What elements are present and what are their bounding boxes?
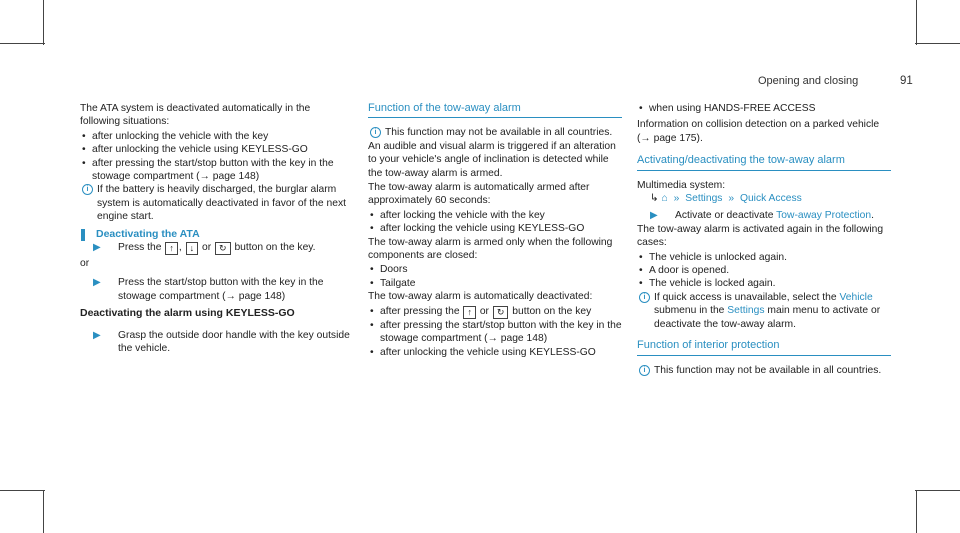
step-arrow-icon: ▶ — [650, 210, 658, 222]
instruction-step: ▶ Activate or deactivate Tow-away Protection. — [650, 210, 875, 222]
step-arrow-icon: ▶ — [93, 329, 101, 341]
note: i This function may not be available in all countries. — [368, 126, 622, 139]
list-item: • The vehicle is locked again. — [637, 277, 891, 290]
column-left — [80, 102, 352, 356]
crop-mark — [916, 490, 917, 533]
list-item: • after locking the vehicle using KEYLESS-GO — [368, 222, 622, 235]
crop-mark — [0, 43, 45, 44]
section-title-tow-away: Function of the tow-away alarm — [368, 102, 622, 118]
info-icon: i — [639, 292, 650, 303]
instruction-step: ▶ Grasp the outside door handle with the key outside the vehicle. — [93, 329, 350, 355]
menu-vehicle: Vehicle — [839, 291, 873, 303]
list-item: • after unlocking the vehicle with the key — [80, 130, 352, 143]
crop-mark — [916, 0, 917, 45]
list-item: • after pressing the start/stop button with the key in the stowage compartment (→ page 148) — [80, 157, 352, 184]
lock-key-icon: ↑ — [165, 242, 178, 255]
info-icon: i — [82, 184, 93, 195]
column-middle — [368, 102, 622, 359]
note: i If quick access is unavailable, select the Vehicle submenu in the Settings main menu to activate or deactivate the tow-away alarm. — [637, 291, 891, 331]
subheading-deactivating-ata: Deactivating the ATA — [80, 228, 352, 241]
running-header-title: Opening and closing — [758, 75, 859, 87]
lock-key-icon: ↑ — [463, 306, 476, 319]
list-item: • The vehicle is unlocked again. — [637, 251, 891, 264]
page-number: 91 — [900, 75, 913, 87]
paragraph: The tow-away alarm is activated again in the following cases: — [637, 223, 884, 249]
list-item: • Doors — [368, 263, 622, 276]
list-item: • A door is opened. — [637, 264, 891, 277]
list-item: • after pressing the start/stop button with the key in the stowage compartment (→ page 148) — [368, 319, 622, 346]
note-text: If the battery is heavily discharged, the burglar alarm system is automatically deactivated in favor of the next engine start. — [97, 184, 346, 223]
menu-quick-access: Quick Access — [739, 193, 802, 205]
or-text: or — [80, 258, 90, 270]
note: i This function may not be available in all countries. — [637, 364, 891, 377]
crop-mark — [0, 490, 45, 491]
step-arrow-icon: ▶ — [93, 242, 101, 254]
instruction-step: ▶ Press the ↑ , ↓ or ↻ button on the key. — [93, 242, 316, 254]
paragraph: The tow-away alarm is automatically deactivated: — [368, 291, 593, 303]
chevron-right-icon: » — [673, 193, 680, 205]
paragraph: The tow-away alarm is armed only when the following components are closed: — [368, 236, 613, 262]
subheading-keyless-go: Deactivating the alarm using KEYLESS-GO — [80, 307, 295, 320]
paragraph: The tow-away alarm is automatically armed after approximately 60 seconds: — [368, 182, 590, 207]
crop-mark — [915, 43, 960, 44]
multimedia-label: Multimedia system: — [637, 179, 726, 191]
list-item: • after unlocking the vehicle using KEYLESS-GO — [80, 143, 352, 156]
info-icon: i — [370, 127, 381, 138]
list-item: • when using HANDS-FREE ACCESS — [637, 102, 891, 115]
home-icon: ⌂ — [661, 193, 668, 205]
crop-mark — [43, 0, 44, 45]
paragraph: An audible and visual alarm is triggered if an alteration to your vehicle's angle of inclination is detected while the tow-away alarm is armed. — [368, 140, 616, 179]
instruction-step: ▶ Press the start/stop button with the key in the stowage compartment (→ page 148) — [93, 277, 324, 302]
menu-settings: Settings — [727, 305, 765, 317]
crop-mark — [915, 490, 960, 491]
chevron-right-icon: » — [728, 193, 735, 205]
list-item: • after pressing the ↑ or ↻ button on the key — [368, 305, 622, 319]
submenu-arrow-icon: ↳ — [650, 193, 659, 205]
note — [80, 183, 352, 223]
intro-text: The ATA system is deactivated automatically in the following situations: — [80, 103, 311, 128]
menu-settings: Settings — [685, 193, 723, 205]
crop-mark — [43, 490, 44, 533]
step-arrow-icon: ▶ — [93, 277, 101, 289]
section-title-interior-protection: Function of interior protection — [637, 339, 891, 355]
tailgate-key-icon: ↻ — [215, 242, 231, 255]
list-item: • Tailgate — [368, 277, 622, 290]
list-item: • after unlocking the vehicle using KEYLESS-GO — [368, 346, 622, 359]
info-icon: i — [639, 365, 650, 376]
list-item: • after locking the vehicle with the key — [368, 209, 622, 222]
tailgate-key-icon: ↻ — [493, 306, 509, 319]
paragraph: Information on collision detection on a parked vehicle (→ page 175). — [637, 119, 880, 144]
unlock-key-icon: ↓ — [186, 242, 199, 255]
section-title-activating: Activating/deactivating the tow-away alarm — [637, 154, 891, 170]
column-right — [637, 102, 891, 377]
menu-tow-away-protection: Tow-away Protection — [776, 210, 872, 222]
menu-path — [637, 192, 891, 205]
